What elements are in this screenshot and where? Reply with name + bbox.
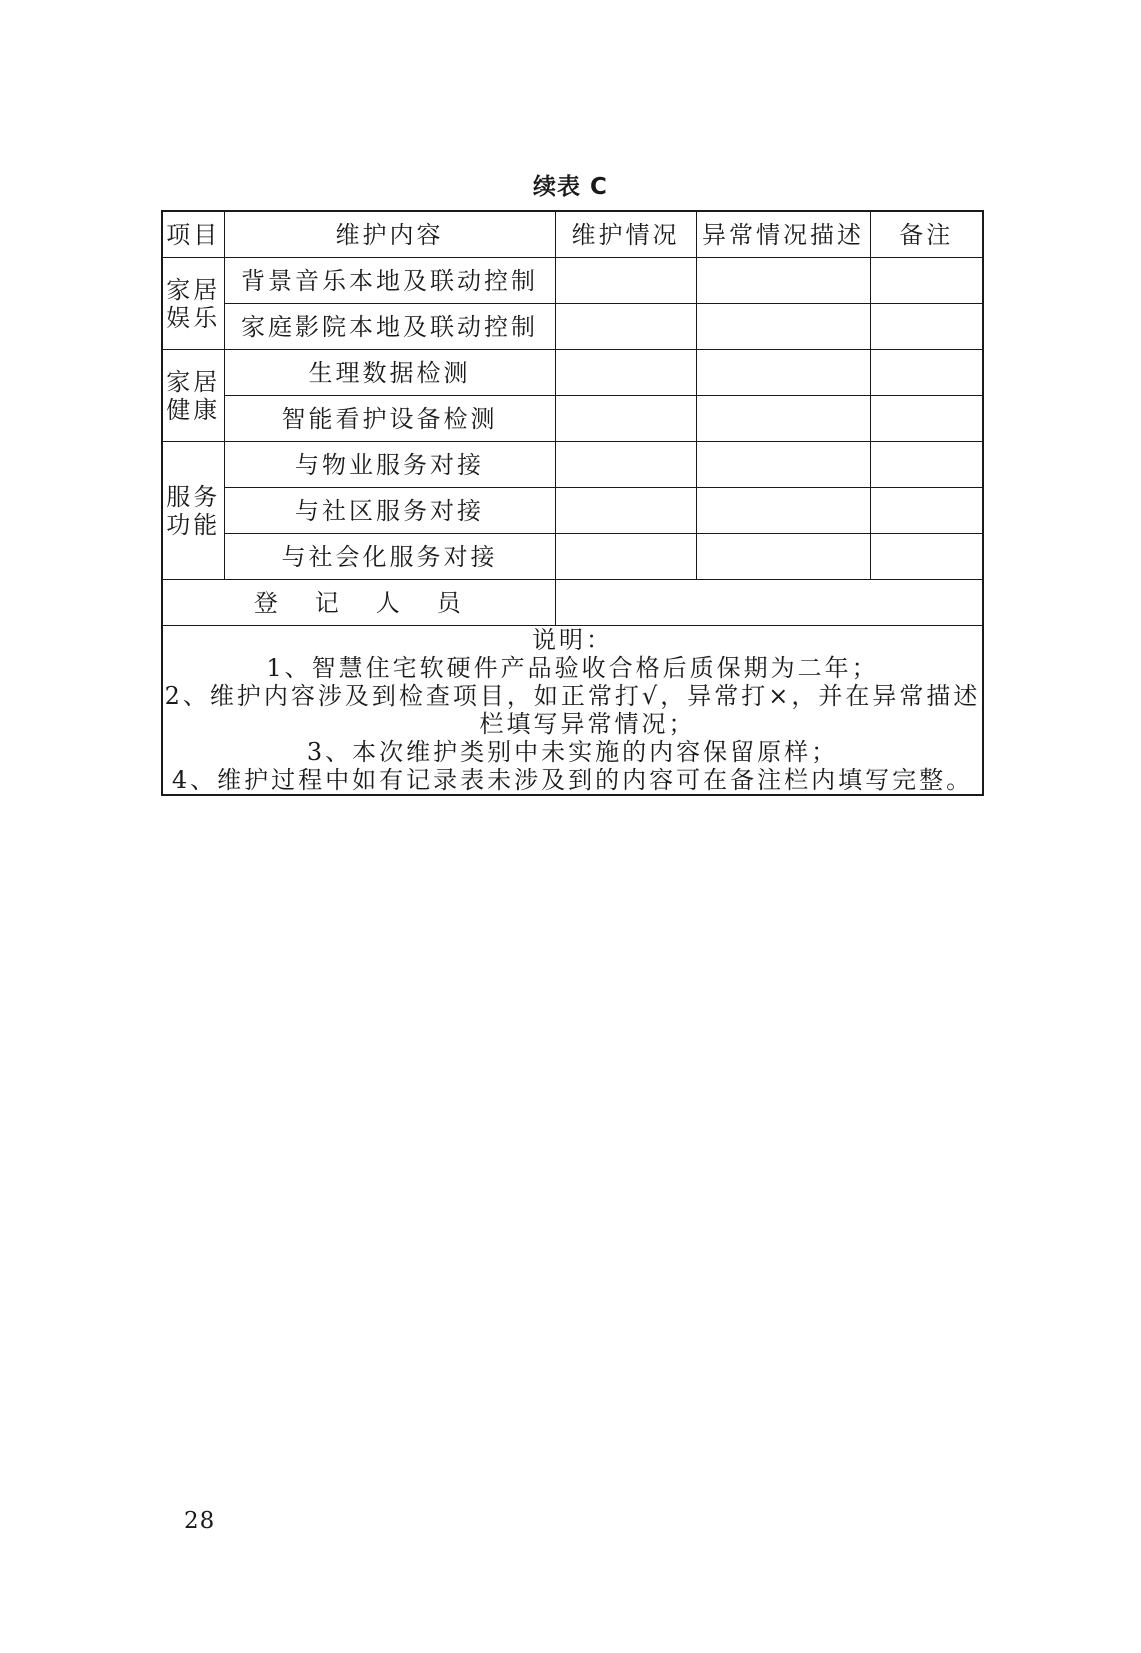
category-line: 娱乐: [166, 303, 221, 332]
registrar-row: [162, 580, 983, 626]
page-number: 28: [184, 1508, 216, 1534]
category-home-health: [162, 350, 224, 442]
registrar-char: 人: [375, 588, 403, 617]
content-cell: 与社会化服务对接: [224, 534, 555, 580]
remark-cell[interactable]: [870, 396, 983, 442]
category-line: 服务: [166, 482, 221, 511]
content-cell: 家庭影院本地及联动控制: [224, 304, 555, 350]
category-line: 家居: [166, 275, 221, 304]
header-remark: 备注: [870, 211, 983, 258]
status-cell[interactable]: [555, 442, 696, 488]
content-cell: 与社区服务对接: [224, 488, 555, 534]
content-cell: 智能看护设备检测: [224, 396, 555, 442]
abnormal-cell[interactable]: [696, 304, 870, 350]
registrar-label: [162, 580, 555, 626]
header-abnormal: 异常情况描述: [696, 211, 870, 258]
remark-cell[interactable]: [870, 534, 983, 580]
remark-cell[interactable]: [870, 258, 983, 304]
notes-heading: 说明：: [532, 626, 613, 654]
note-item: 4、维护过程中如有记录表未涉及到的内容可在备注栏内填写完整。: [171, 766, 974, 794]
note-item: 1、智慧住宅软硬件产品验收合格后质保期为二年；: [266, 654, 879, 682]
status-cell[interactable]: [555, 258, 696, 304]
content-cell: 背景音乐本地及联动控制: [224, 258, 555, 304]
table-row: [162, 534, 983, 580]
status-cell[interactable]: [555, 488, 696, 534]
table-row: [162, 304, 983, 350]
note-item: 3、本次维护类别中未实施的内容保留原样；: [306, 738, 839, 766]
category-line: 家居: [166, 367, 221, 396]
abnormal-cell[interactable]: [696, 396, 870, 442]
remark-cell[interactable]: [870, 350, 983, 396]
status-cell[interactable]: [555, 304, 696, 350]
remark-cell[interactable]: [870, 442, 983, 488]
note-item-continuation: 栏填写异常情况；: [479, 710, 696, 738]
table-row: [162, 396, 983, 442]
status-cell[interactable]: [555, 396, 696, 442]
category-service-functions: [162, 442, 224, 580]
content-cell: 生理数据检测: [224, 350, 555, 396]
remark-cell[interactable]: [870, 488, 983, 534]
abnormal-cell[interactable]: [696, 258, 870, 304]
header-item: 项目: [162, 211, 224, 258]
header-row: [162, 211, 983, 258]
header-content: 维护内容: [224, 211, 555, 258]
abnormal-cell[interactable]: [696, 350, 870, 396]
table-row: [162, 488, 983, 534]
remark-cell[interactable]: [870, 304, 983, 350]
status-cell[interactable]: [555, 350, 696, 396]
registrar-char: 员: [436, 588, 464, 617]
table-row: [162, 350, 983, 396]
table-row: [162, 258, 983, 304]
registrar-char: 记: [314, 588, 342, 617]
registrar-char: 登: [253, 588, 281, 617]
header-status: 维护情况: [555, 211, 696, 258]
abnormal-cell[interactable]: [696, 442, 870, 488]
note-item: 2、维护内容涉及到检查项目，如正常打√，异常打×，并在异常描述: [164, 682, 981, 710]
category-home-entertainment: [162, 258, 224, 350]
table-title: 续表 C: [533, 174, 608, 200]
notes-row: [162, 626, 983, 796]
abnormal-cell[interactable]: [696, 488, 870, 534]
category-line: 功能: [166, 510, 221, 539]
notes-cell: [162, 626, 983, 796]
abnormal-cell[interactable]: [696, 534, 870, 580]
table-row: [162, 442, 983, 488]
maintenance-record-table: [161, 210, 984, 796]
content-cell: 与物业服务对接: [224, 442, 555, 488]
status-cell[interactable]: [555, 534, 696, 580]
category-line: 健康: [166, 395, 221, 424]
registrar-value-cell[interactable]: [555, 580, 983, 626]
